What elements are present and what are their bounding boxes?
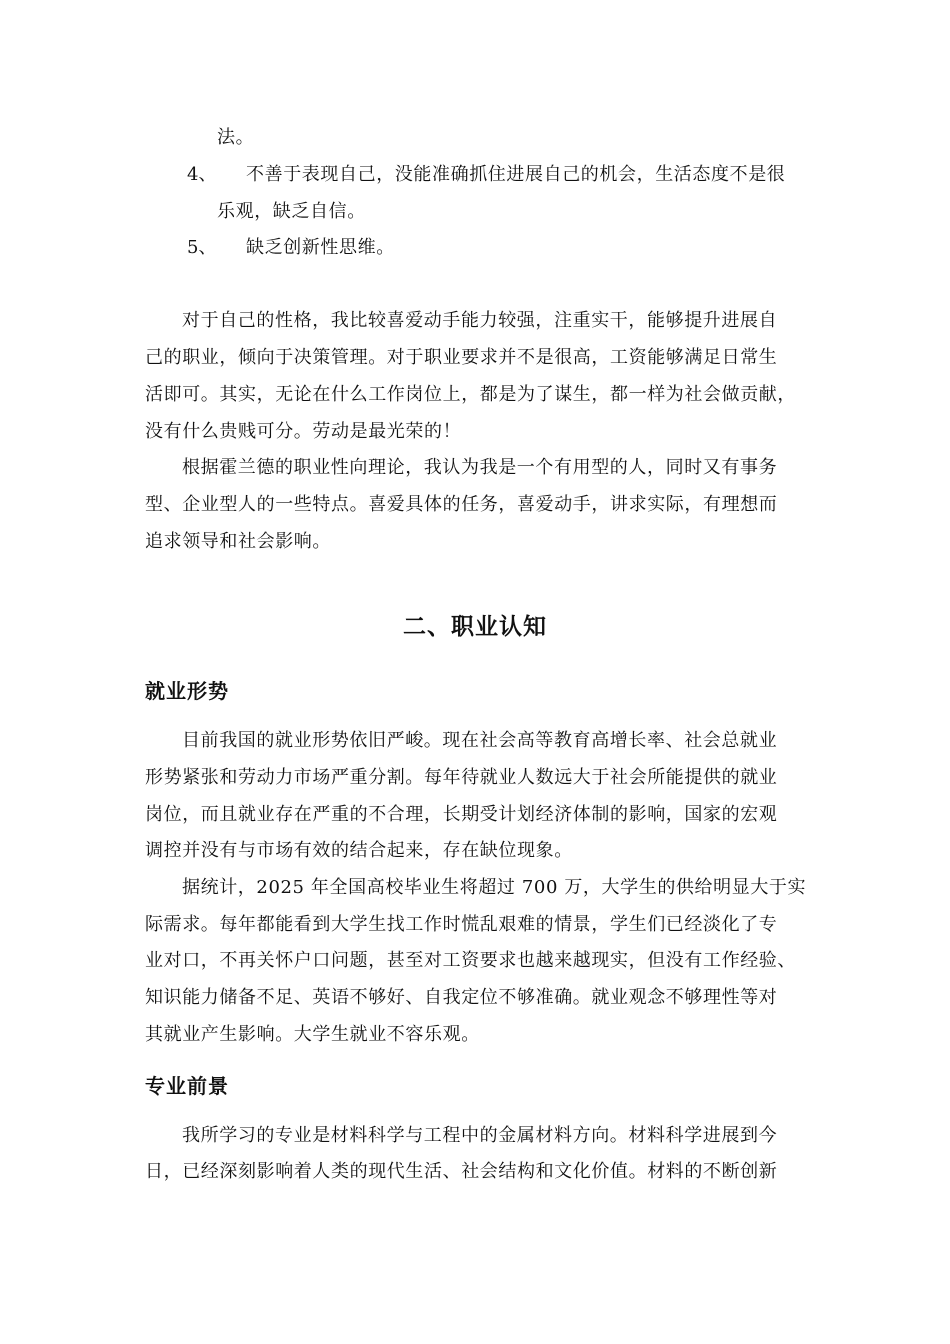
- major-heading: 专业前景: [145, 1074, 229, 1098]
- list-item-5-line-1: 缺乏创新性思维。: [246, 237, 395, 258]
- section-title: 二、职业认知: [403, 614, 547, 640]
- employment-heading: 就业形势: [145, 679, 229, 703]
- employment-p1-line-4: 调控并没有与市场有效的结合起来，存在缺位现象。: [145, 840, 573, 861]
- personality-p2-line-1: 根据霍兰德的职业性向理论，我认为我是一个有用型的人，同时又有事务: [182, 457, 778, 478]
- list-item-4-number: 4、: [187, 164, 217, 185]
- list-item-4-line-1: 不善于表现自己，没能准确抓住进展自己的机会，生活态度不是很: [246, 164, 786, 185]
- major-p1-line-1: 我所学习的专业是材料科学与工程中的金属材料方向。材料科学进展到今: [182, 1125, 778, 1146]
- employment-p1-line-1: 目前我国的就业形势依旧严峻。现在社会高等教育高增长率、社会总就业: [182, 730, 778, 751]
- employment-p2-line-5: 其就业产生影响。大学生就业不容乐观。: [145, 1024, 480, 1045]
- personality-p1-line-4: 没有什么贵贱可分。劳动是最光荣的！: [145, 421, 462, 442]
- personality-p2-line-3: 追求领导和社会影响。: [145, 531, 331, 552]
- employment-p2-line-2: 际需求。每年都能看到大学生找工作时慌乱艰难的情景，学生们已经淡化了专: [145, 914, 778, 935]
- employment-p1-line-2: 形势紧张和劳动力市场严重分割。每年待就业人数远大于社会所能提供的就业: [145, 767, 778, 788]
- personality-p1-line-3: 活即可。其实，无论在什么工作岗位上，都是为了谋生，都一样为社会做贡献，: [145, 384, 796, 405]
- employment-p2-line-4: 知识能力储备不足、英语不够好、自我定位不够准确。就业观念不够理性等对: [145, 987, 778, 1008]
- major-p1-line-2: 日，已经深刻影响着人类的现代生活、社会结构和文化价值。材料的不断创新: [145, 1161, 778, 1182]
- list-item-3-tail: 法。: [217, 127, 255, 148]
- employment-p2-line-1: 据统计，2025 年全国高校毕业生将超过 700 万，大学生的供给明显大于实: [182, 877, 807, 898]
- employment-p2-line-3: 业对口，不再关怀户口问题，甚至对工资要求也越来越现实，但没有工作经验、: [145, 950, 796, 971]
- personality-p1-line-2: 己的职业，倾向于决策管理。对于职业要求并不是很高，工资能够满足日常生: [145, 347, 778, 368]
- list-item-5-number: 5、: [187, 237, 217, 258]
- personality-p2-line-2: 型、企业型人的一些特点。喜爱具体的任务，喜爱动手，讲求实际，有理想而: [145, 494, 778, 515]
- employment-p1-line-3: 岗位，而且就业存在严重的不合理，长期受计划经济体制的影响，国家的宏观: [145, 804, 778, 825]
- personality-p1-line-1: 对于自己的性格，我比较喜爱动手能力较强，注重实干，能够提升进展自: [182, 310, 778, 331]
- list-item-4-line-2: 乐观，缺乏自信。: [217, 201, 366, 222]
